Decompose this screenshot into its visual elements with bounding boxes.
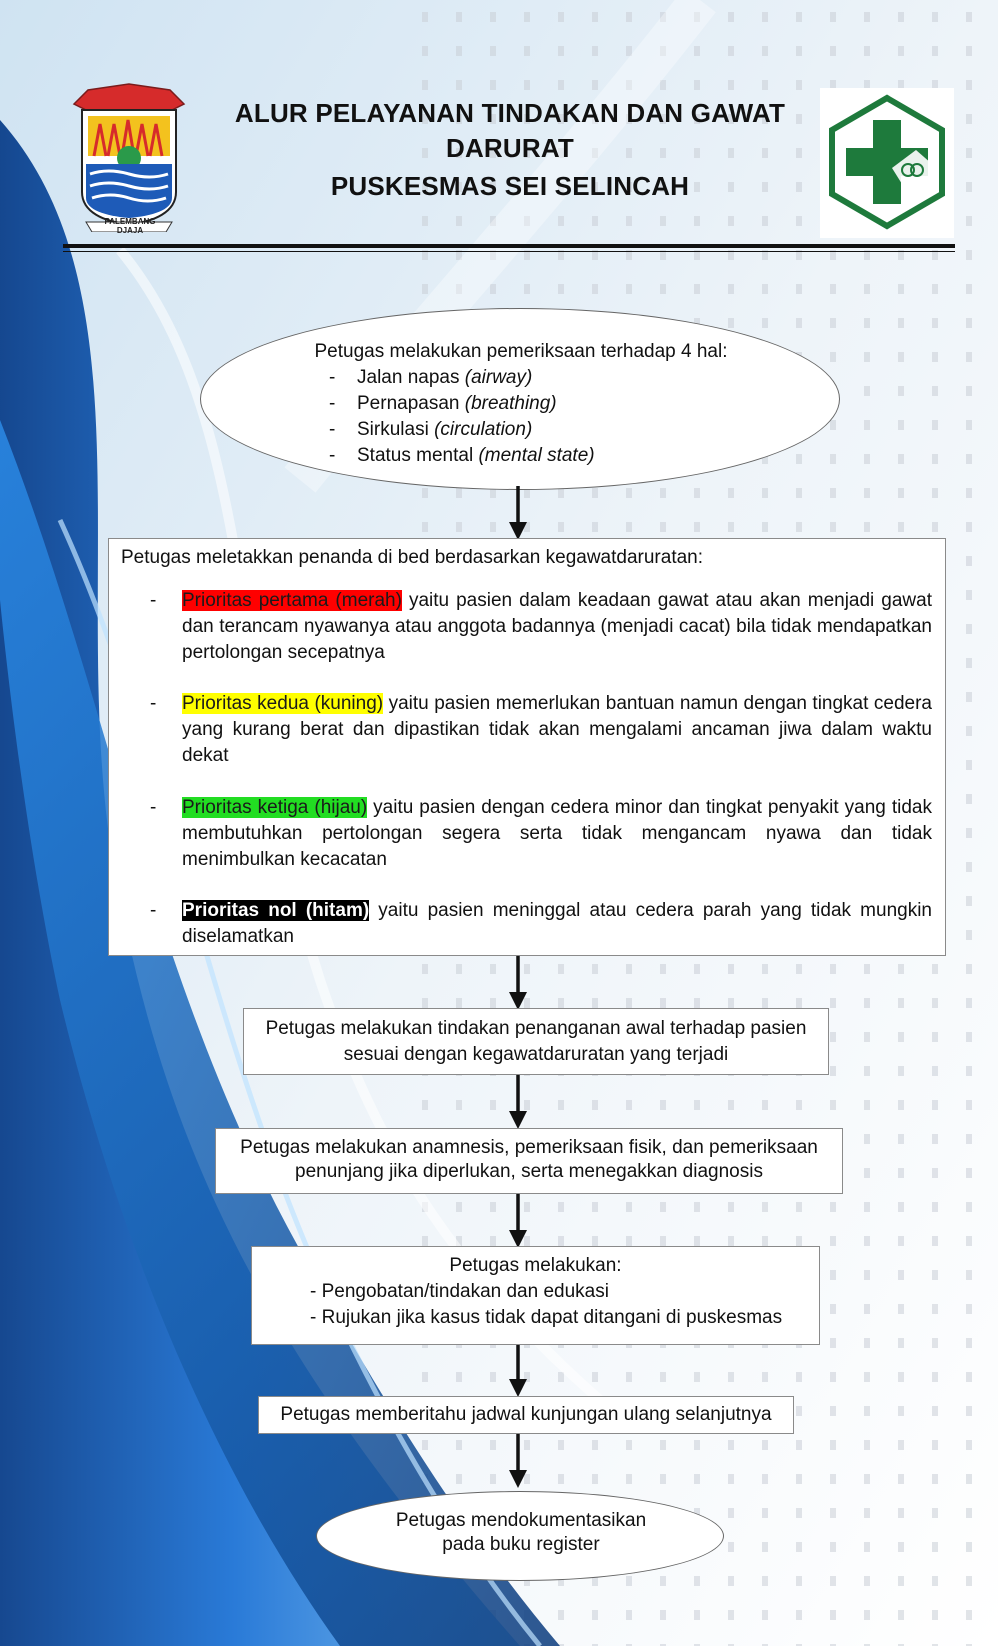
- flow-arrow: [506, 1345, 530, 1397]
- priority-yellow: - Prioritas kedua (kuning) yaitu pasien memerlukan bantuan namun dengan tingkat cedera yang kurang berat dan dipastikan tidak akan mengalami ancaman jiwa dalam waktu dekat: [150, 693, 932, 766]
- header-rule-thin: [63, 251, 955, 252]
- step-4-line-2: penunjang jika diperlukan, serta menegakkan diagnosis: [295, 1161, 763, 1182]
- step-5-item: - Pengobatan/tindakan dan edukasi: [310, 1281, 609, 1302]
- flow-arrow: [506, 1434, 530, 1488]
- header-rule-thick: [63, 244, 955, 248]
- step-3-box: [243, 1008, 829, 1075]
- list-item: - Sirkulasi (circulation): [329, 419, 533, 440]
- label-priority-yellow: Prioritas kedua (kuning): [182, 693, 384, 714]
- title-line-3: PUSKESMAS SEI SELINCAH: [330, 171, 690, 201]
- step-2-intro: Petugas meletakkan penanda di bed berdasarkan kegawatdaruratan:: [121, 547, 704, 568]
- step-1-ellipse: [200, 308, 840, 490]
- priority-black: - Prioritas nol (hitam) yaitu pasien meninggal atau cedera parah yang tidak mungkin diselamatkan: [150, 900, 932, 947]
- title-line-2: DARURAT: [445, 133, 574, 163]
- list-item: - Pernapasan (breathing): [329, 393, 557, 414]
- step-7-line-2: pada buku register: [442, 1534, 600, 1555]
- step-6-box: [258, 1396, 794, 1434]
- step-7-ellipse: [316, 1491, 724, 1581]
- label-priority-green: Prioritas ketiga (hijau): [182, 797, 368, 818]
- step-6-text: Petugas memberitahu jadwal kunjungan ulang selanjutnya: [280, 1404, 772, 1425]
- step-1-intro: Petugas melakukan pemeriksaan terhadap 4 hal:: [314, 341, 728, 362]
- step-5-box: [251, 1246, 820, 1345]
- step-4-line-1: Petugas melakukan anamnesis, pemeriksaan fisik, dan pemeriksaan: [240, 1137, 818, 1158]
- step-7-line-1: Petugas mendokumentasikan: [395, 1510, 647, 1531]
- flow-arrow: [506, 956, 530, 1010]
- step-5-title: Petugas melakukan:: [449, 1255, 622, 1276]
- palembang-emblem-icon: [68, 82, 190, 232]
- label-priority-black: Prioritas nol (hitam): [182, 900, 370, 921]
- flow-arrow: [506, 1075, 530, 1129]
- step-3-line-1: Petugas melakukan tindakan penanganan awal terhadap pasien: [265, 1018, 807, 1039]
- step-5-item: - Rujukan jika kasus tidak dapat ditangani di puskesmas: [310, 1307, 783, 1328]
- step-3-line-2: sesuai dengan kegawatdaruratan yang terjadi: [343, 1044, 729, 1065]
- title-line-1: ALUR PELAYANAN TINDAKAN DAN GAWAT: [234, 98, 786, 128]
- priority-red: - Prioritas pertama (merah) yaitu pasien dalam keadaan gawat atau akan menjadi gawat dan terancam nyawanya atau anggota badannya (menjadi cacat) bila tidak mendapatkan pertolongan secepatnya: [150, 590, 932, 663]
- list-item: - Jalan napas (airway): [329, 367, 533, 388]
- step-1-list: [329, 365, 789, 469]
- list-item: - Status mental (mental state): [329, 445, 595, 466]
- priority-green: - Prioritas ketiga (hijau) yaitu pasien dengan cedera minor dan tingkat penyakit yang tidak membutuhkan pertolongan segera serta tidak mengancam nyawa dan tidak menimbulkan kecacatan: [150, 797, 932, 870]
- flow-arrow: [506, 486, 530, 540]
- step-4-box: [215, 1128, 843, 1194]
- label-priority-red: Prioritas pertama (merah): [182, 590, 402, 611]
- emblem-motto: PALEMBANG DJAJA: [104, 217, 156, 235]
- flow-arrow: [506, 1194, 530, 1248]
- puskesmas-logo-icon: [820, 88, 954, 238]
